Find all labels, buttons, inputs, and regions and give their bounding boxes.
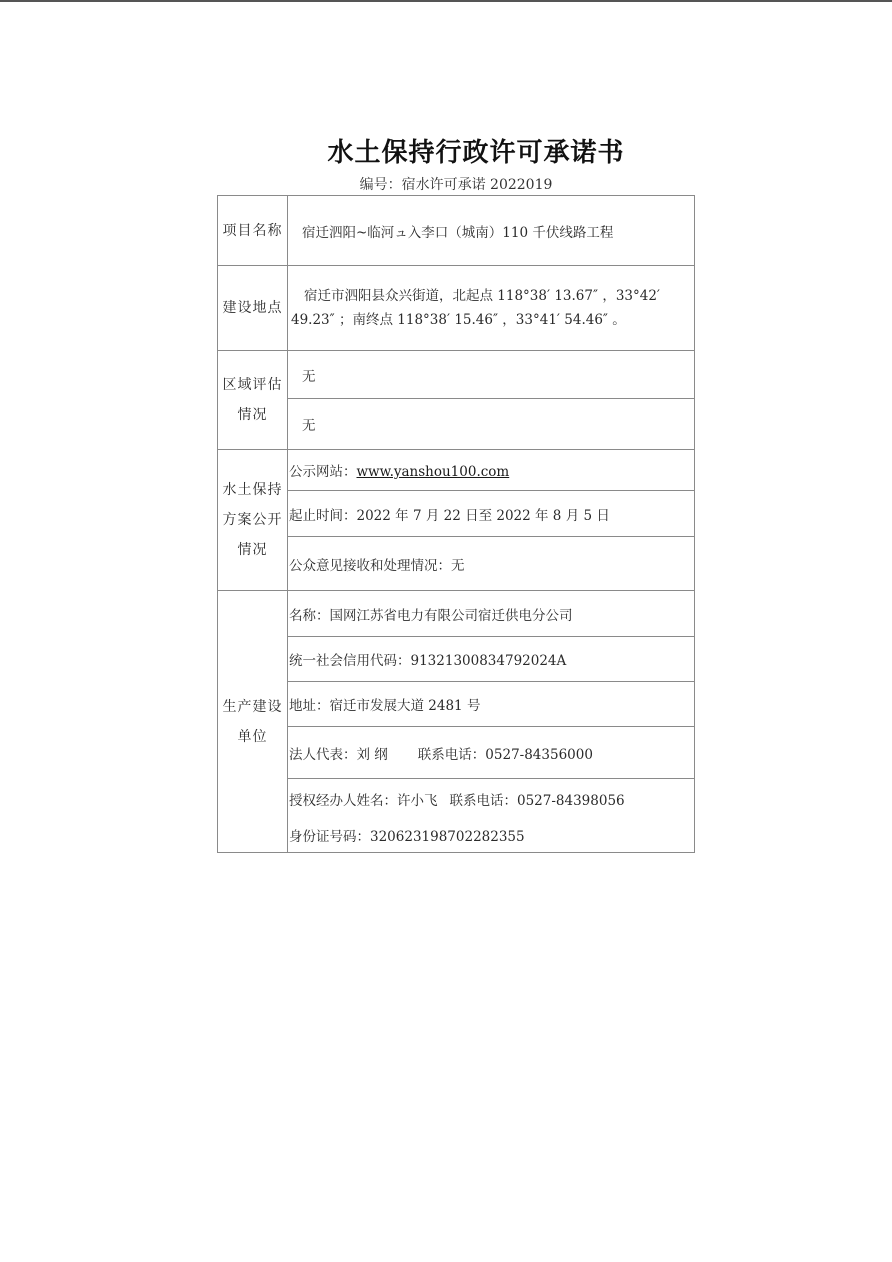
location-label: 建设地点 [218, 266, 288, 351]
construction-unit-label [218, 591, 288, 853]
unit-id-number: 身份证号码：320623198702282355 [288, 819, 695, 853]
page-top-rule [0, 0, 892, 2]
disclosure-website-label: 公示网站： [289, 464, 357, 480]
regional-assessment-value-1: 无 [288, 351, 695, 399]
unit-legal-rep-row [218, 727, 695, 779]
regional-assessment-label-line-2: 情况 [237, 407, 268, 423]
location-line-2: 49.23″ ；南终点 118°38′ 15.46″ ，33°41′ 54.46″ 。 [291, 312, 626, 328]
plan-disclosure-label-line-3: 情况 [237, 542, 268, 558]
construction-unit-label-line-1: 生产建设 [222, 698, 283, 715]
unit-agent-cell [288, 779, 695, 819]
unit-agent: 授权经办人姓名：许小飞 [289, 792, 438, 809]
unit-credit-code-row [218, 637, 695, 682]
location-row [218, 266, 695, 351]
disclosure-period: 起止时间：2022 年 7 月 22 日至 2022 年 8 月 5 日 [288, 491, 695, 537]
unit-address: 地址：宿迁市发展大道 2481 号 [288, 682, 695, 727]
unit-legal-phone: 联系电话：0527-84356000 [417, 746, 593, 763]
unit-agent-phone: 联系电话：0527-84398056 [449, 792, 625, 809]
disclosure-website-link[interactable]: www.yanshou100.com [356, 464, 510, 480]
construction-unit-label-line-2: 单位 [237, 728, 268, 745]
unit-legal-rep-cell [288, 727, 695, 779]
unit-legal-rep: 法人代表：刘 纲 [289, 746, 388, 763]
project-name-label: 项目名称 [218, 196, 288, 266]
project-row [218, 196, 695, 266]
unit-name-row [218, 591, 695, 637]
disclosure-website-row [218, 450, 695, 491]
unit-name: 名称：国网江苏省电力有限公司宿迁供电分公司 [288, 591, 695, 637]
disclosure-period-row [218, 491, 695, 537]
location-line-1: 宿迁市泗阳县众兴街道，北起点 118°38′ 13.67″ ，33°42′ [304, 288, 660, 304]
disclosure-website-cell [288, 450, 695, 491]
plan-disclosure-label [218, 450, 288, 591]
unit-agent-row [218, 779, 695, 819]
unit-id-row [218, 819, 695, 853]
disclosure-feedback: 公众意见接收和处理情况：无 [288, 537, 695, 591]
unit-address-row [218, 682, 695, 727]
regional-assessment-value-2: 无 [288, 399, 695, 450]
document-number: 编号：宿水许可承诺 2022019 [359, 177, 553, 193]
commitment-form-table [217, 195, 695, 853]
unit-credit-code: 统一社会信用代码：91321300834792024A [288, 637, 695, 682]
disclosure-feedback-row [218, 537, 695, 591]
document-title: 水土保持行政许可承诺书 [327, 138, 625, 168]
regional-assessment-row-1 [218, 351, 695, 399]
plan-disclosure-label-line-1: 水土保持 [222, 482, 283, 498]
project-name-value: 宿迁泗阳~临河ュ入李口（城南）110 千伏线路工程 [288, 196, 695, 266]
regional-assessment-label [218, 351, 288, 450]
plan-disclosure-label-line-2: 方案公开 [222, 512, 283, 528]
location-value [288, 266, 695, 351]
regional-assessment-row-2 [218, 399, 695, 450]
regional-assessment-label-line-1: 区域评估 [222, 377, 283, 393]
